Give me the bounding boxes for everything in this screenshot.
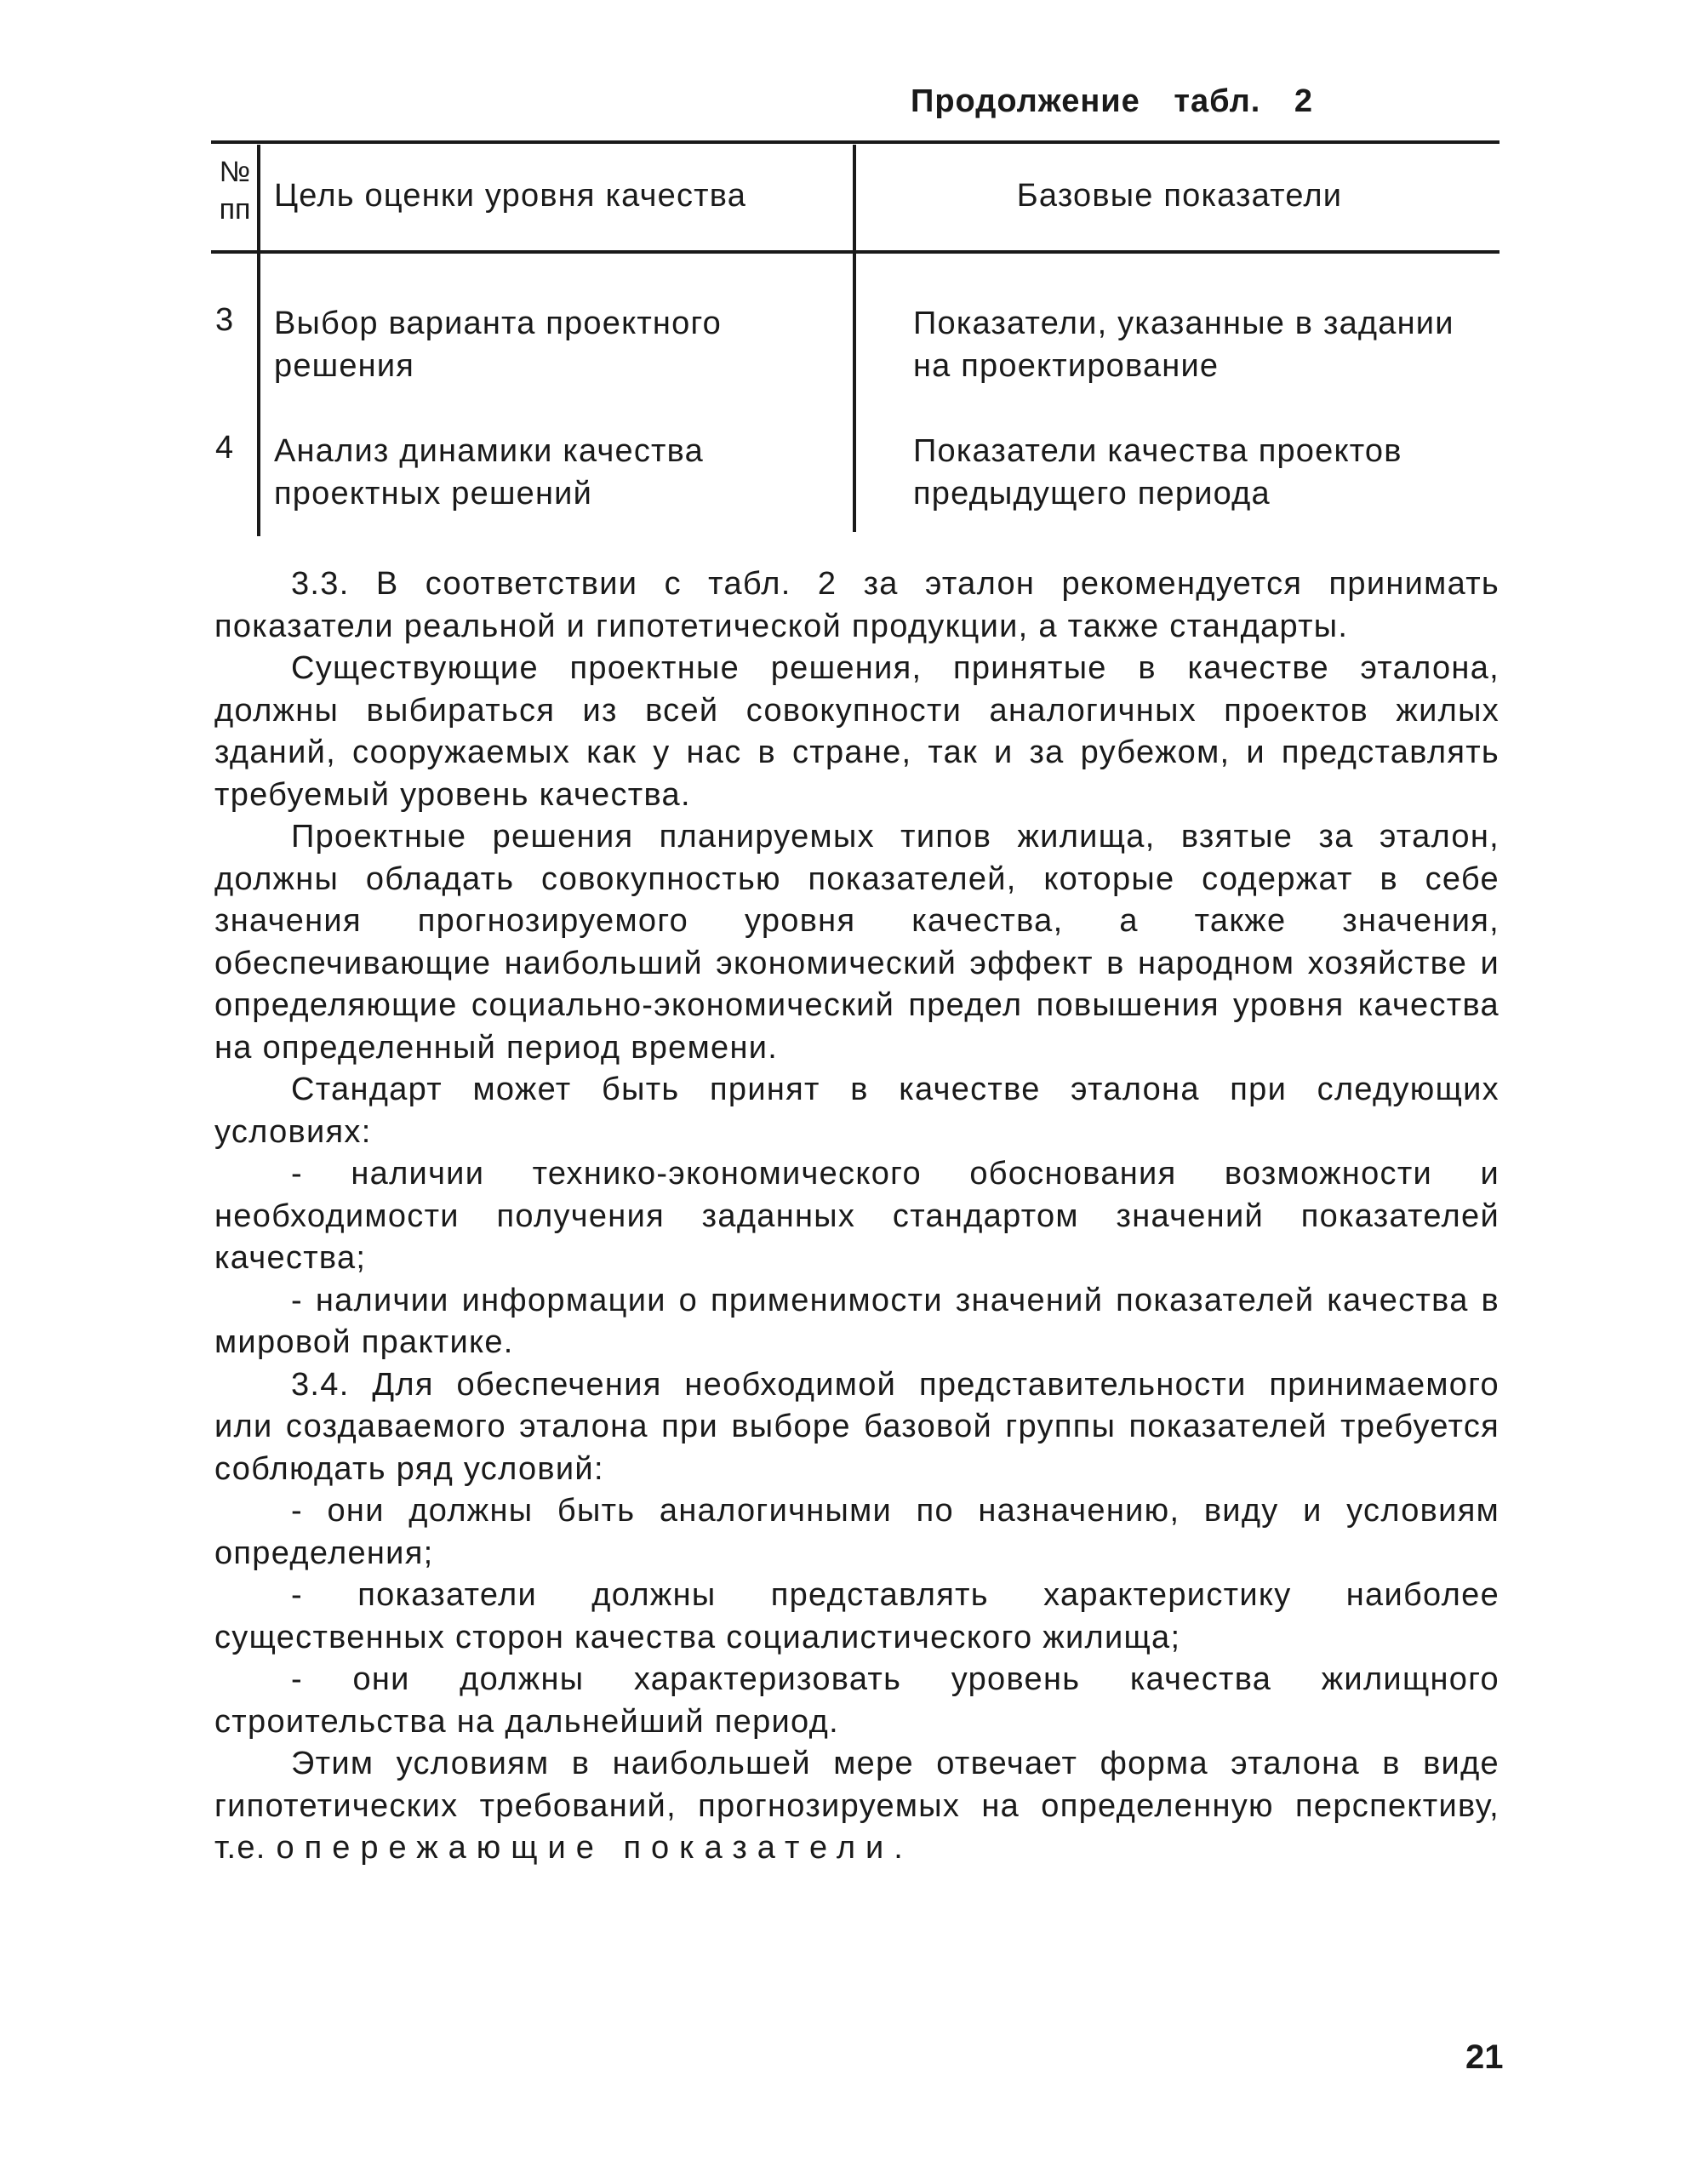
paragraph-existing-solutions: Существующие проектные решения, принятые в качестве эталона, должны выбираться из всей совокупности аналогичных проектов жилых зданий, сооружаемых как у нас в стране, так и за рубежом, и представлять требуемый уровень качества. (214, 650, 1499, 813)
body-text (214, 563, 1499, 1870)
table-column-divider-1 (257, 145, 260, 536)
header-goal: Цель оценки уровня качества (274, 178, 747, 214)
page-number: 21 (1465, 2038, 1504, 2076)
row-4-goal: Анализ динамики качества проектных решений (274, 433, 704, 512)
list-item-analogous: - они должны быть аналогичными по назначению, виду и условиям определения; (214, 1493, 1499, 1571)
paragraph-3-3: 3.3. В соответствии с табл. 2 за эталон рекомендуется принимать показатели реальной и гипотетической продукции, а также стандарты. (214, 566, 1499, 644)
paragraph-conclusion (214, 1743, 1499, 1870)
header-base: Базовые показатели (1016, 178, 1343, 214)
list-item-feasibility: - наличии технико-экономического обоснования возможности и необходимости получения заданных стандартом значений показателей качества; (214, 1156, 1499, 1276)
paragraph-standard: Стандарт может быть принят в качестве эталона при следующих условиях: (214, 1072, 1499, 1150)
row-3-num: 3 (215, 302, 234, 338)
row-3-base: Показатели, указанные в задании на проектирование (913, 306, 1454, 384)
row-4-num: 4 (215, 430, 234, 466)
header-num: № пп (219, 156, 251, 226)
table-column-divider-2 (853, 145, 856, 532)
paragraph-3-4: 3.4. Для обеспечения необходимой представительности принимаемого или создаваемого эталона при выборе базовой группы показателей требуется соблюдать ряд условий: (214, 1366, 1499, 1487)
table-top-rule (211, 140, 1499, 144)
list-item-characteristics: - показатели должны представлять характеристику наиболее существенных сторон качества социалистического жилища; (214, 1577, 1499, 1655)
row-3-goal: Выбор варианта проектного решения (274, 306, 723, 384)
row-4-base: Показатели качества проектов предыдущего периода (913, 433, 1402, 512)
list-item-future-level: - они должны характеризовать уровень качества жилищного строительства на дальнейший период. (214, 1661, 1499, 1740)
emphasized-term: опережающие показатели. (276, 1830, 913, 1866)
paragraph-planned-solutions: Проектные решения планируемых типов жилища, взятые за эталон, должны обладать совокупностью показателей, которые содержат в себе значения прогнозируемого уровня качества, а также значения, обеспечивающие наибольший экономический эффект в народном хозяйстве и определяющие социально-экономический предел повышения уровня качества на определенный период времени. (214, 819, 1499, 1066)
list-item-world-practice: - наличии информации о применимости значений показателей качества в мировой практике. (214, 1282, 1499, 1360)
table-continuation-caption: Продолжение табл. 2 (911, 83, 1313, 119)
conclusion-text: Этим условиям в наибольшей мере отвечает форма эталона в виде гипотетических требований, прогнозируемых на определенную перспективу, т.е. (214, 1746, 1499, 1866)
